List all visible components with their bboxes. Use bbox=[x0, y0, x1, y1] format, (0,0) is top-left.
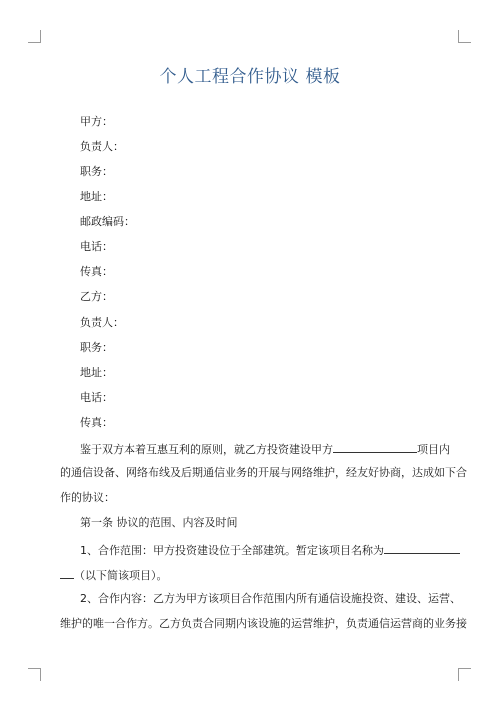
intro-paragraph-line-1 bbox=[60, 441, 450, 457]
party-a-address-label: 地址： bbox=[80, 190, 113, 203]
document-title: 个人工程合作协议 模板 bbox=[159, 67, 341, 87]
page-corner-mark-top-left bbox=[28, 30, 41, 43]
project-title-blank-continued bbox=[60, 567, 74, 579]
party-a-fax-label: 传真： bbox=[80, 265, 113, 278]
intro-paragraph-line-3: 作的协议： bbox=[60, 491, 115, 504]
item-2-line-2: 维护的唯一合作方。乙方负责合同期内该设施的运营维护，负责通信运营商的业务接 bbox=[60, 617, 467, 630]
party-a-position-label: 职务： bbox=[80, 165, 113, 178]
party-b-fax-label: 传真： bbox=[80, 416, 113, 429]
party-b-phone-label: 电话： bbox=[80, 391, 113, 404]
article-1-heading: 第一条 协议的范围、内容及时间 bbox=[80, 516, 238, 529]
party-b-label: 乙方： bbox=[80, 290, 113, 303]
item-1-text-b: （以下简该项目）。 bbox=[74, 569, 168, 582]
page-corner-mark-top-right bbox=[458, 30, 471, 43]
item-1-line-1 bbox=[60, 542, 440, 558]
page-corner-mark-bottom-right bbox=[458, 668, 471, 681]
project-name-blank bbox=[333, 441, 417, 453]
page-corner-mark-bottom-left bbox=[28, 668, 41, 681]
party-a-contact-label: 负责人： bbox=[80, 140, 124, 153]
intro-paragraph-line-2: 的通信设备、网络布线及后期通信业务的开展与网络维护，经友好协商，达成如下合 bbox=[60, 466, 467, 479]
item-2-line-1: 2、合作内容：乙方为甲方该项目合作范围内所有通信设施投资、建设、运营、 bbox=[80, 592, 461, 605]
party-b-address-label: 地址： bbox=[80, 366, 113, 379]
item-1-text-a: 1、合作范围：甲方投资建设位于全部建筑。暂定该项目名称为 bbox=[80, 544, 384, 557]
party-a-phone-label: 电话： bbox=[80, 240, 113, 253]
party-a-postcode-label: 邮政编码： bbox=[80, 215, 135, 228]
intro-text-b: 项目内 bbox=[417, 443, 450, 456]
party-b-contact-label: 负责人： bbox=[80, 316, 124, 329]
party-b-position-label: 职务： bbox=[80, 341, 113, 354]
intro-text-a: 鉴于双方本着互惠互利的原则，就乙方投资建设甲方 bbox=[80, 443, 333, 456]
party-a-label: 甲方： bbox=[80, 115, 113, 128]
item-1-line-2 bbox=[60, 567, 440, 583]
project-title-blank bbox=[384, 542, 460, 554]
